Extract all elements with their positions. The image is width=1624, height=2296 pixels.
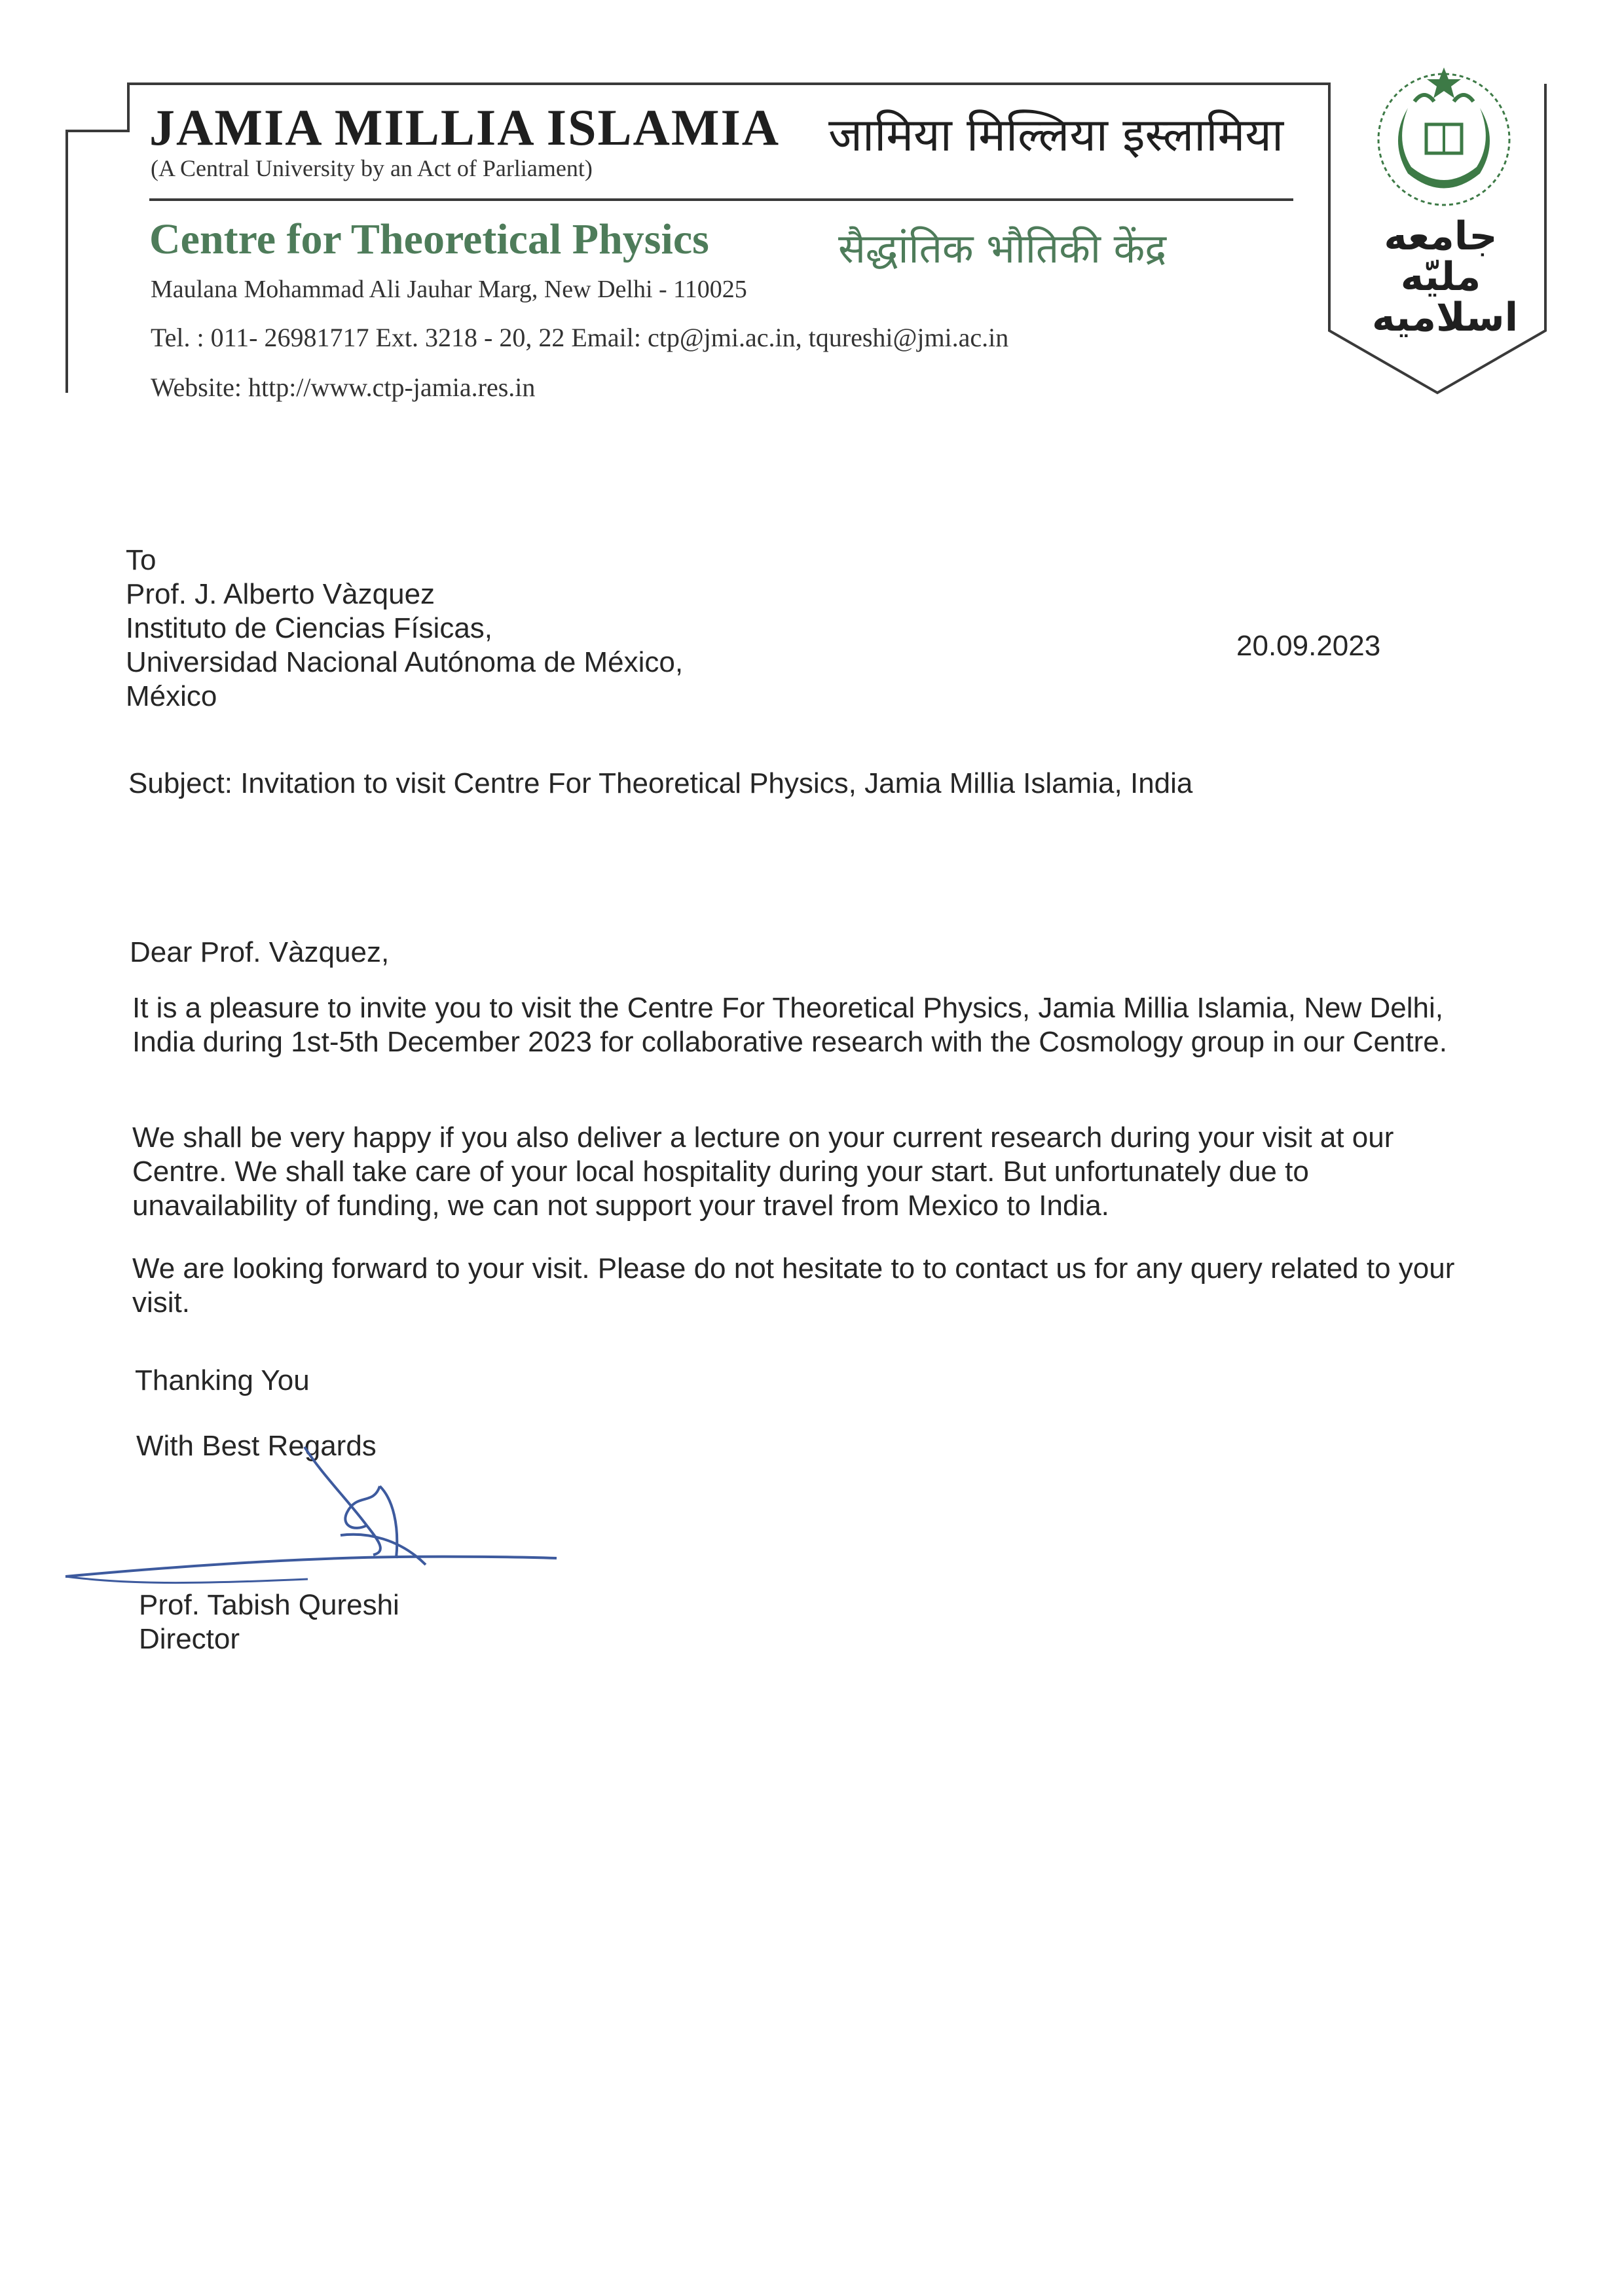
- signatory-title: Director: [139, 1623, 240, 1655]
- centre-contact: Tel. : 011- 26981717 Ext. 3218 - 20, 22 Email: ctp@jmi.ac.in, tqureshi@jmi.ac.in: [151, 323, 1009, 352]
- university-name-hindi: जामिया मिल्लिया इस्लामिया: [828, 108, 1284, 162]
- closing-regards: With Best Regards: [136, 1430, 377, 1462]
- centre-address: Maulana Mohammad Ali Jauhar Marg, New Delhi - 110025: [151, 276, 747, 303]
- paragraph-invitation: It is a pleasure to invite you to visit the Centre For Theoretical Physics, Jamia Millia Islamia, New Delhi, India during 1st-5th December 2023 for collaborative research with the Cosmology group in our Centre.: [132, 992, 1447, 1058]
- centre-name-hindi: सैद्धांतिक भौतिकी केंद्र: [838, 225, 1167, 272]
- letter-date: 20.09.2023: [1236, 630, 1381, 662]
- recipient-to: To: [126, 544, 157, 576]
- university-subtitle: (A Central University by an Act of Parliament): [151, 155, 593, 181]
- closing-thanks: Thanking You: [135, 1364, 310, 1396]
- urdu-logo-text: [1372, 214, 1519, 339]
- university-emblem-logo: [1369, 62, 1519, 213]
- recipient-name: Prof. J. Alberto Vàzquez: [126, 578, 435, 610]
- urdu-line-1: جامعه: [1384, 214, 1498, 258]
- recipient-country: México: [126, 680, 217, 712]
- recipient-institute: Instituto de Ciencias Físicas,: [126, 612, 493, 644]
- recipient-block: [126, 543, 683, 714]
- university-name: JAMIA MILLIA ISLAMIA: [149, 99, 781, 156]
- signatory-name: Prof. Tabish Qureshi: [139, 1589, 399, 1621]
- salutation: Dear Prof. Vàzquez,: [130, 936, 390, 968]
- handwritten-signature: [59, 1427, 583, 1597]
- urdu-line-2: مليّه: [1400, 255, 1481, 299]
- paragraph-closing: We are looking forward to your visit. Please do not hesitate to to contact us for any query related to your visit.: [132, 1252, 1455, 1319]
- urdu-line-3: اسلاميه: [1372, 295, 1519, 339]
- centre-website: Website: http://www.ctp-jamia.res.in: [151, 373, 536, 402]
- recipient-university: Universidad Nacional Autónoma de México,: [126, 646, 684, 678]
- letter-subject: Subject: Invitation to visit Centre For Theoretical Physics, Jamia Millia Islamia, India: [128, 767, 1193, 799]
- centre-name: Centre for Theoretical Physics: [149, 215, 709, 263]
- paragraph-lecture: We shall be very happy if you also deliver a lecture on your current research during your visit at our Centre. We shall take care of your local hospitality during your start. But unfortunately due to unavailability of funding, we can not support your travel from Mexico to India.: [132, 1121, 1394, 1222]
- signatory-block: [139, 1588, 399, 1656]
